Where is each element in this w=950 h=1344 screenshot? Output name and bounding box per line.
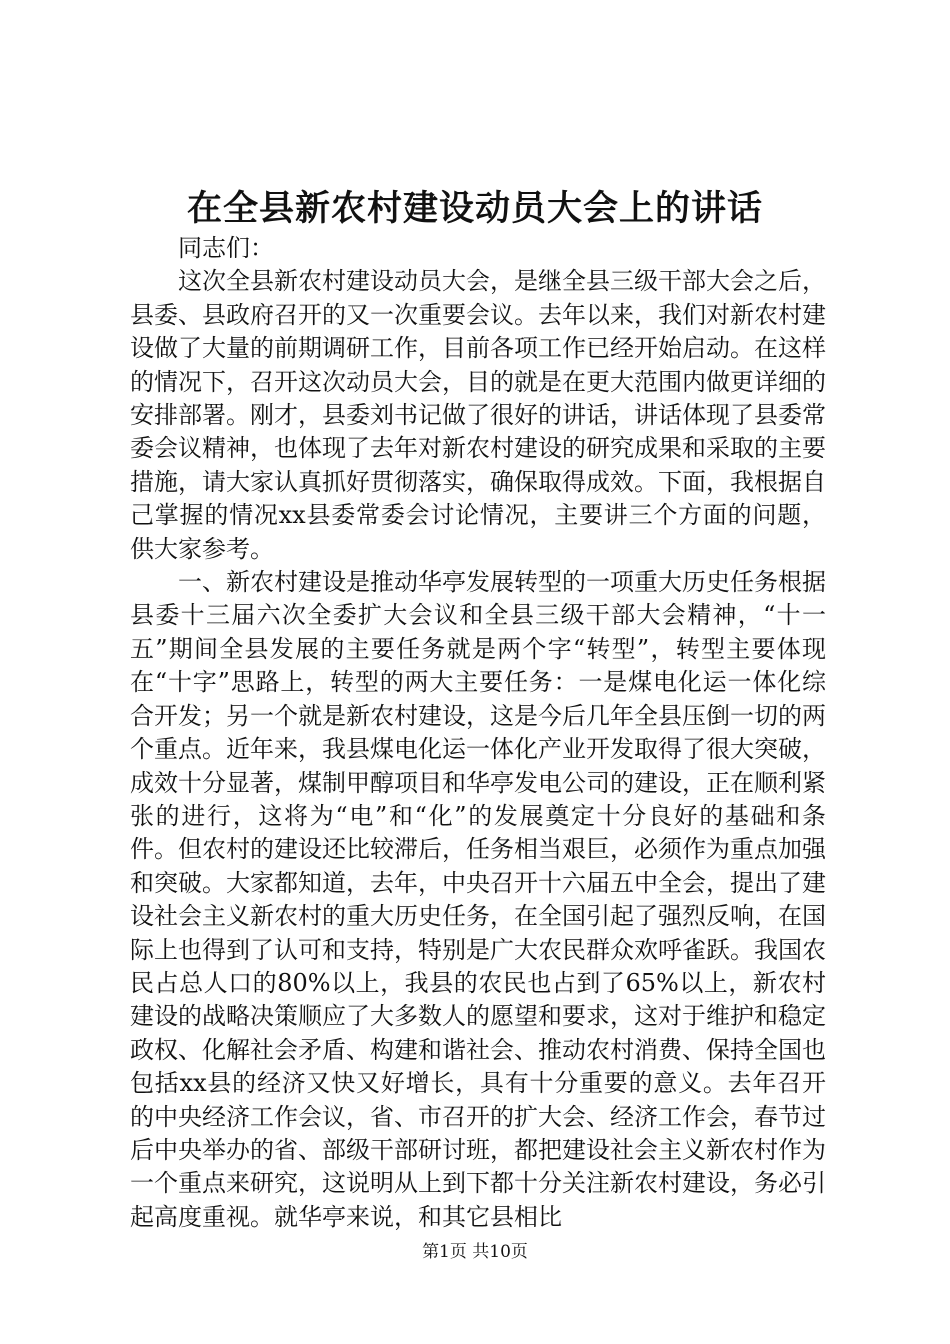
paragraph-1: 这次全县新农村建设动员大会，是继全县三级干部大会之后，县委、县政府召开的又一次重要会议。去年以来，我们对新农村建设做了大量的前期调研工作，目前各项工作已经开始启动。在这样的情况下，召开这次动员大会，目的就是在更大范围内做更详细的安排部署。刚才，县委刘书记做了很好的讲话，讲话体现了县委常委会议精神，也体现了去年对新农村建设的研究成果和采取的主要措施，请大家认真抓好贯彻落实，确保取得成效。下面，我根据自己掌握的情况xx县委常委会讨论情况，主要讲三个方面的问题，供大家参考。: [130, 267, 826, 563]
document-body: [130, 232, 826, 1234]
salutation: 同志们：: [178, 234, 274, 262]
paragraph-2: 一、新农村建设是推动华亭发展转型的一项重大历史任务根据县委十三届六次全委扩大会议和全县三级干部大会精神，“十一五”期间全县发展的主要任务就是两个字“转型”，转型主要体现在“十字”思路上，转型的两大主要任务：一是煤电化运一体化综合开发；另一个就是新农村建设，这是今后几年全县压倒一切的两个重点。近年来，我县煤电化运一体化产业开发取得了很大突破，成效十分显著，煤制甲醇项目和华亭发电公司的建设，正在顺利紧张的进行，这将为“电”和“化”的发展奠定十分良好的基础和条件。但农村的建设还比较滞后，任务相当艰巨，必须作为重点加强和突破。大家都知道，去年，中央召开十六届五中全会，提出了建设社会主义新农村的重大历史任务，在全国引起了强烈反响，在国际上也得到了认可和支持，特别是广大农民群众欢呼雀跃。我国农民占总人口的80%以上，我县的农民也占到了65%以上，新农村建设的战略决策顺应了大多数人的愿望和要求，这对于维护和稳定政权、化解社会矛盾、构建和谐社会、推动农村消费、保持全国也包括xx县的经济又快又好增长，具有十分重要的意义。去年召开的中央经济工作会议，省、市召开的扩大会、经济工作会，春节过后中央举办的省、部级干部研讨班，都把建设社会主义新农村作为一个重点来研究，这说明从上到下都十分关注新农村建设，务必引起高度重视。就华亭来说，和其它县相比: [130, 568, 826, 1231]
document-title: 在全县新农村建设动员大会上的讲话: [186, 188, 763, 229]
page-number-footer: 第1页 共10页: [422, 1242, 528, 1262]
